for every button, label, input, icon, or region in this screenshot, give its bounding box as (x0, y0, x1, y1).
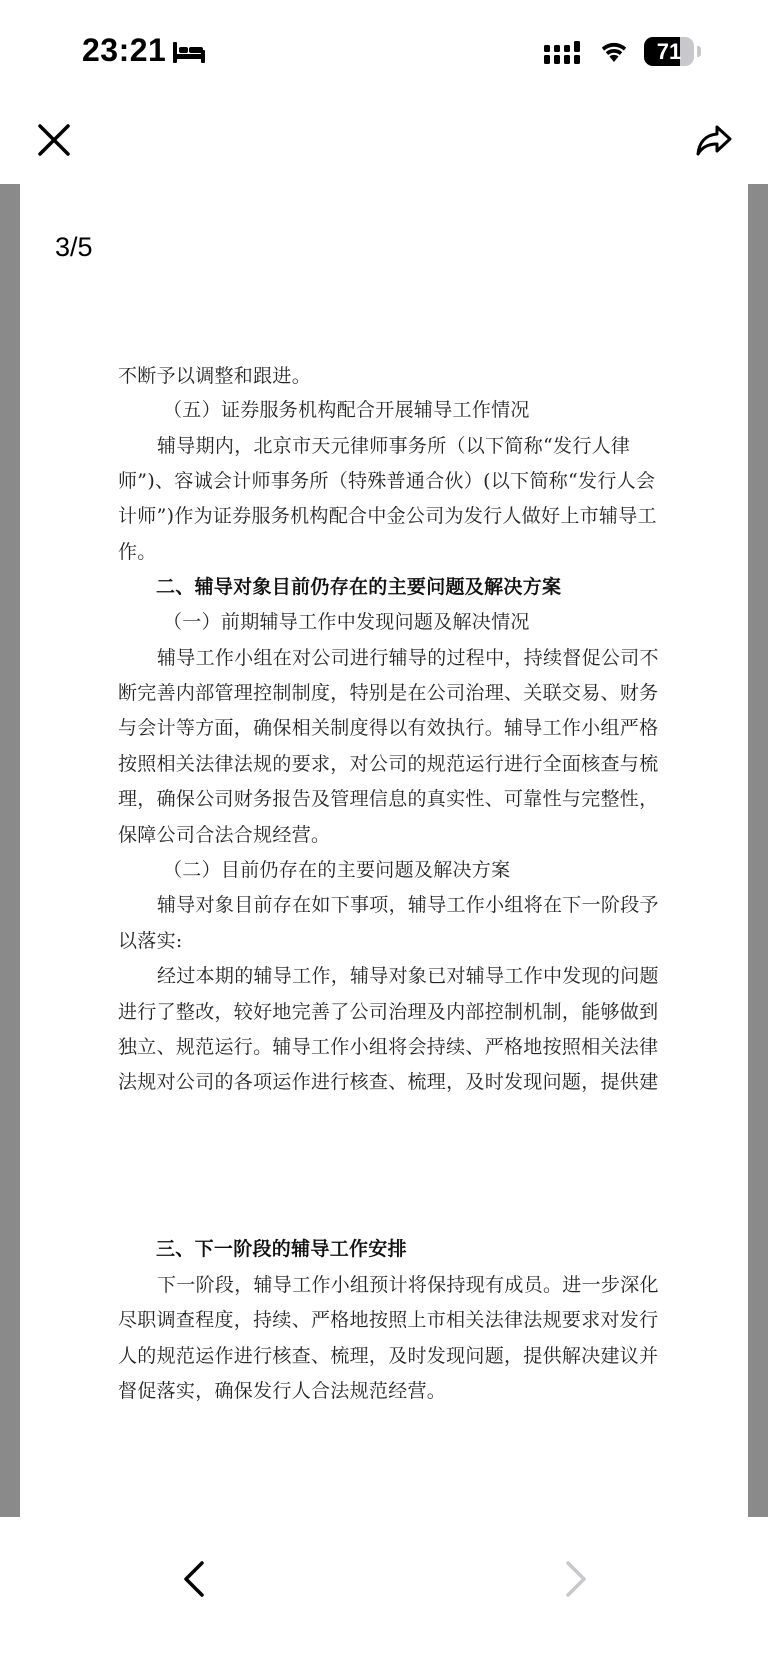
paragraph-line: 保障公司合法合规经营。 (118, 824, 331, 846)
paragraph-line: 师”)、容诚会计师事务所（特殊普通合伙）(以下简称“发行人会 (118, 470, 656, 492)
chapter-heading: 二、辅导对象目前仍存在的主要问题及解决方案 (156, 576, 562, 598)
paragraph-line: 下一阶段，辅导工作小组预计将保持现有成员。进一步深化 (157, 1274, 659, 1296)
paragraph-line: 与会计等方面，确保相关制度得以有效执行。辅导工作小组严格 (118, 717, 659, 739)
paragraph-line: 计师”)作为证券服务机构配合中金公司为发行人做好上市辅导工 (118, 505, 657, 527)
close-icon[interactable] (34, 120, 74, 160)
paragraph-line: 人的规范运作进行核查、梳理，及时发现问题，提供解决建议并 (118, 1345, 659, 1367)
paragraph-line: 督促落实，确保发行人合法规范经营。 (118, 1380, 447, 1402)
next-page-icon (560, 1557, 594, 1601)
paragraph-line: 作。 (118, 541, 157, 563)
battery-indicator (644, 37, 694, 66)
paragraph-line: 进行了整改，较好地完善了公司治理及内部控制机制，能够做到 (118, 1001, 659, 1023)
paragraph-line: 法规对公司的各项运作进行核查、梳理，及时发现问题，提供建 (118, 1071, 659, 1093)
battery-tip (697, 46, 701, 57)
sleep-focus-icon (172, 40, 206, 64)
status-bar (0, 0, 768, 100)
paragraph-line: 辅导对象目前存在如下事项，辅导工作小组将在下一阶段予 (157, 894, 659, 916)
paragraph-line: 辅导期内，北京市天元律师事务所（以下简称“发行人律 (157, 435, 631, 457)
wifi-icon (599, 38, 629, 64)
document-viewer[interactable] (0, 184, 768, 1517)
paragraph-line: 尽职调查程度，持续、严格地按照上市相关法律法规要求对发行 (118, 1309, 659, 1331)
paragraph-line: 按照相关法律法规的要求，对公司的规范运行进行全面核查与梳 (118, 753, 659, 775)
paragraph-line: 以落实: (118, 930, 183, 952)
section-heading: （五）证券服务机构配合开展辅导工作情况 (163, 399, 530, 421)
document-page-4 (20, 1098, 748, 1517)
previous-page-icon[interactable] (176, 1557, 210, 1601)
section-heading: （二）目前仍存在的主要问题及解决方案 (163, 859, 511, 881)
paragraph-line: 断完善内部管理控制制度，特别是在公司治理、关联交易、财务 (118, 682, 659, 704)
paragraph-line: 辅导工作小组在对公司进行辅导的过程中，持续督促公司不 (157, 647, 659, 669)
share-icon[interactable] (694, 120, 734, 160)
chapter-heading: 三、下一阶段的辅导工作安排 (156, 1238, 407, 1260)
battery-percent: 71 (656, 38, 682, 64)
page-indicator: 3/5 (55, 232, 93, 262)
status-time: 23:21 (82, 32, 167, 68)
paragraph-line: 理，确保公司财务报告及管理信息的真实性、可靠性与完整性， (118, 788, 659, 810)
section-heading: （一）前期辅导工作中发现问题及解决情况 (163, 611, 530, 633)
paragraph-line: 不断予以调整和跟进。 (118, 365, 312, 387)
paragraph-line: 经过本期的辅导工作，辅导对象已对辅导工作中发现的问题 (157, 965, 659, 987)
viewer-top-bar (0, 100, 768, 184)
cellular-signal-icon (544, 41, 584, 65)
paragraph-line: 独立、规范运行。辅导工作小组将会持续、严格地按照相关法律 (118, 1036, 659, 1058)
viewer-bottom-bar (0, 1517, 768, 1665)
